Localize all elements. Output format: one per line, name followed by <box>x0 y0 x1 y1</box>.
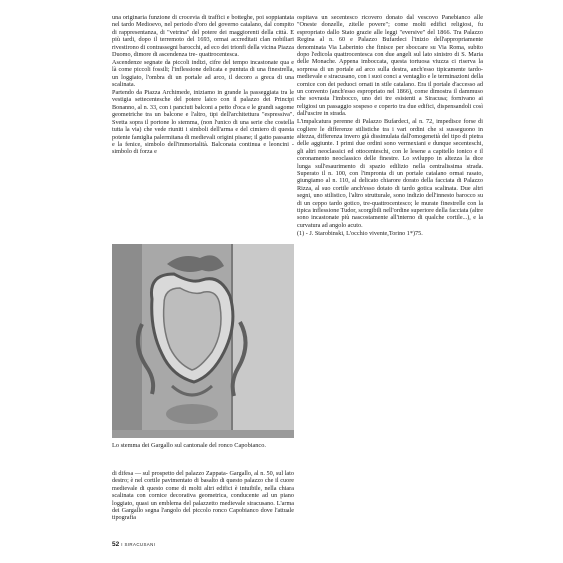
right-paragraph-2: L'impalcatura perenne di Palazzo Bufardeci, al n. 72, impedisce forse di cogliere le differenze stilistiche tra i vari ordini che si susseguono in altezza, differenza invero già dissimulata dall'omogeneità del tipo di pietra delle aggiunte. I primi due ordini sono vermexiani e dunque secenteschi, gli altri neoclassici ed ottocenteschi, con le lesene a capitello ionico e il coronamento neoclassico delle finestre. Lo sviluppo in altezza la dice lunga sull'esaurimento di spazio edilizio nella centralissima strada. Superato il n. 100, con l'impronta di un portale catalano ormai rasato, giungiamo al n. 110, al delicato chiarore dorato della facciata di Palazzo Rizza, al suo cortile anch'esso dotato di tardo gotica scalinata. Due altri segni, uno stilistico, l'altro strutturale, sono indizio dell'innesto barocco su di un ceppo tardo gotico, tre-quattrocentesco; le murate finestrelle con la tipica inflessione Tudor, scorgibili nell'ordine superiore della facciata (altre sono incastonate più nascostamente all'interno di qualche cortile...), e la curvatura ad angolo acuto. <box>297 118 483 229</box>
left-paragraph-2: Ascendenze segnate da piccoli indizi, cifre del tempo incastonate qua e là come piccoli fossili; l'inflessione delicata e puntuta di una finestrella, un loggiato, l'ombra di un portale ad arco, il decoro a greca di una scalinata. <box>112 58 294 89</box>
publication-name: I SIRACUSANI <box>121 542 156 547</box>
left-text-column <box>112 14 294 156</box>
page-number: 52 <box>112 541 120 548</box>
right-paragraph-1: ospitava un secentesco ricovero donato dal vescovo Panebianco alle "Oneste donzelle, zitelle povere"; come molti edifici religiosi, fu espropriato dallo Stato grazie alle leggi "eversive" del 1866. Tra Palazzo Regina al n. 60 e Palazzo Bufardeci l'inizio dell'appropriamente denominata Via Laberinto che finisce per sboccare su Via Roma, subito dopo l'edicola quattrocentesca con due angeli sul lato sinistro di S. Maria delle Monache. Appena imboccata, questa tortuosa viuzza ci riserva la sorpresa di un portale ad arco sulla destra, anch'esso tipicamente tardo-medievale e siracusano, con i suoi conci a ventaglio e le terminazioni della cornice con dei peduoci ornati in stile catalano. Era il portale d'accesso ad un convento (anch'esso espropriato nel 1866), come dimostra il dammuso che sovrasta l'imbocco, uno dei tre esistenti a Siracusa; fornivano ai religiosi un passaggio sospeso e coperto tra due edifici, dispensandoli così dall'uscire in strada. <box>297 14 483 118</box>
coat-of-arms-photo <box>112 244 294 438</box>
left-paragraph-1: una originaria funzione di crocevia di traffici e botteghe, poi soppiantata nel tardo Medioevo, nel periodo d'oro del governo catalano, dal compito di rappresentanza, di "vetrina" del potere dei maggiorenti della città. E più tardi, dopo il terremoto del 1693, ormai accreditati clan nobiliari rivestirono di contrassegni barocchi, ad eco dei trionfi della vicina Piazza Duomo, dimore di ascendenza tre- quattrocentesca. <box>112 14 294 59</box>
coat-of-arms-illustration <box>112 244 294 438</box>
footnote: (1) - J. Starobinski, L'occhio vivente,Torino 1*)75. <box>297 229 423 237</box>
right-text-column <box>297 14 483 238</box>
photo-caption: Lo stemma dei Gargallo sul cantonale del ronco Capobianco. <box>112 442 266 449</box>
left-bottom-text: di difesa — sul prospetto del palazzo Zappata- Gargallo, al n. 50, sul lato destro; è nel cortile pavimentato di basalto di questo palazzo che il cuore medievale di questo come di molti altri edifici è intuibile, nella chiara scalinata con cornice decorativa geometrica, conducente ad un piano loggiato, quasi un emblema del palazzetto medievale siracusano. L'arma dei Gargallo segna l'angolo del piccolo ronco Capobianco dove l'attuale tipografia <box>112 470 294 522</box>
left-paragraph-3: Partendo da Piazza Archimede, iniziamo in grande la passeggiata tra le vestigia settecentesche del potere laico con il palazzo dei Principi Bonanno, al n. 33, con i panciuti balconi a petto d'oca e le grandi sagome geometriche tra un balcone e l'altro, tipi dell'architettura "espressiva". Svetta sopra il portone lo stemma, (non l'unico di una serie che costella tutta la via) che vede riuniti i simboli dell'arma e del cimiero di questa potente famiglia palermitana di medievali origini pisane; il gatto passante e la fenice, simbolo dell'immortalità. Balconata continua e leoncini - simbolo di forza e <box>112 89 294 156</box>
page-footer <box>112 541 155 548</box>
